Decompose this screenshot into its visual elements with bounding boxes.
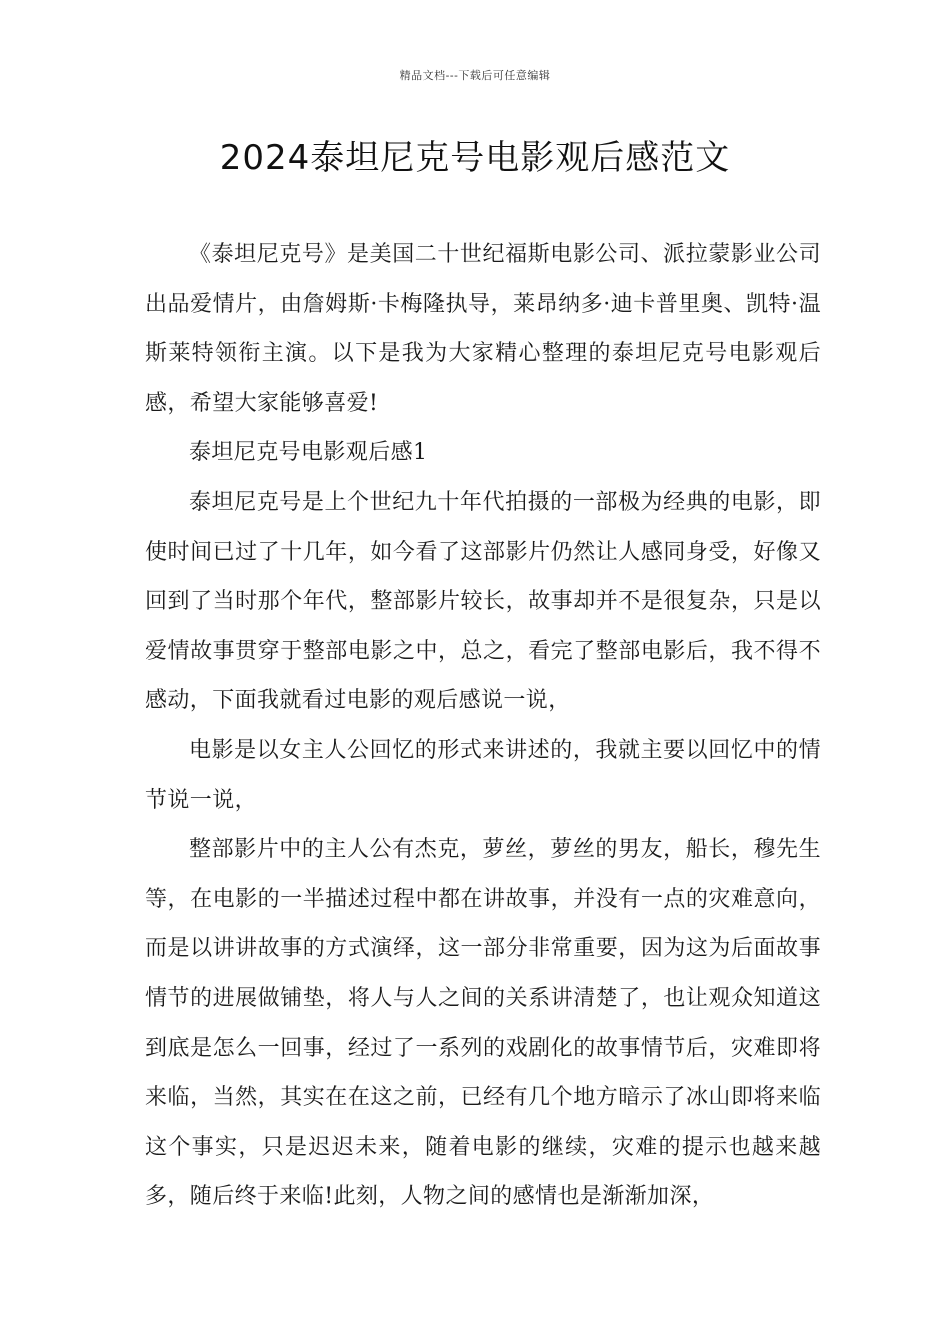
paragraph: 泰坦尼克号是上个世纪九十年代拍摄的一部极为经典的电影，即使时间已过了十几年，如今看了这部影片仍然让人感同身受，好像又回到了当时那个年代，整部影片较长，故事却并不是很复杂，只是以爱情故事贯穿于整部电影之中，总之，看完了整部电影后，我不得不感动，下面我就看过电影的观后感说一说， <box>145 489 821 714</box>
document-body <box>145 230 821 1222</box>
document-title: 2024泰坦尼克号电影观后感范文 <box>219 138 731 178</box>
header-note: 精品文档---下载后可任意编辑 <box>399 69 551 82</box>
paragraph-intro: 《泰坦尼克号》是美国二十世纪福斯电影公司、派拉蒙影业公司出品爱情片，由詹姆斯·卡梅隆执导，莱昂纳多·迪卡普里奥、凯特·温斯莱特领衔主演。以下是我为大家精心整理的泰坦尼克号电影观后感，希望大家能够喜爱! <box>145 242 821 416</box>
paragraph: 电影是以女主人公回忆的形式来讲述的，我就主要以回忆中的情节说一说， <box>145 737 821 813</box>
section-heading: 泰坦尼克号电影观后感1 <box>189 440 428 466</box>
paragraph: 整部影片中的主人公有杰克，萝丝，萝丝的男友，船长，穆先生等，在电影的一半描述过程中都在讲故事，并没有一点的灾难意向，而是以讲讲故事的方式演绎，这一部分非常重要，因为这为后面故事情节的进展做铺垫，将人与人之间的关系讲清楚了，也让观众知道这到底是怎么一回事，经过了一系列的戏剧化的故事情节后，灾难即将来临，当然，其实在在这之前，已经有几个地方暗示了冰山即将来临这个事实，只是迟迟未来，随着电影的继续，灾难的提示也越来越多，随后终于来临!此刻，人物之间的感情也是渐渐加深， <box>145 837 821 1210</box>
